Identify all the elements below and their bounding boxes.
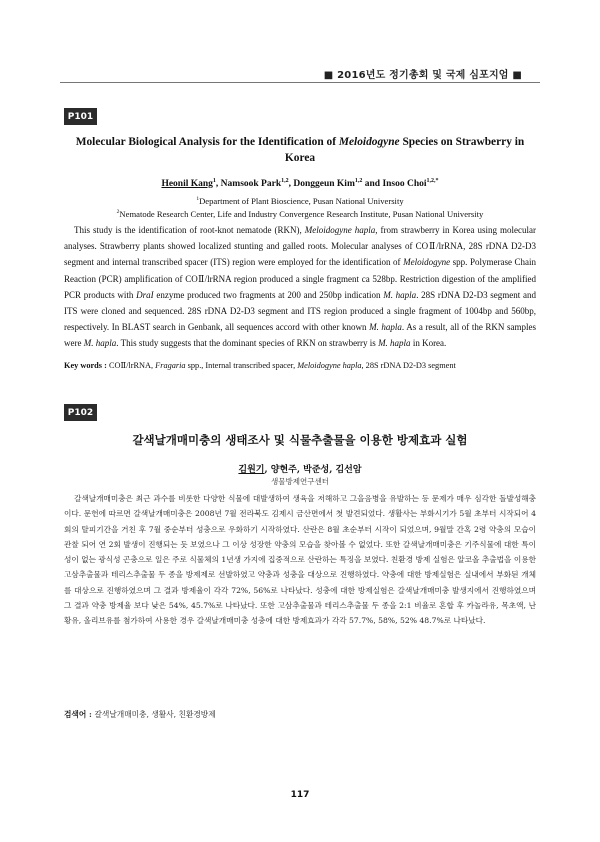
p101-title-post: Species on Strawberry in Korea [284,136,525,164]
p101-affiliations [64,194,536,220]
p101-affiliation-1 [64,194,536,207]
author-affiliation-sup: 1,2,* [426,178,439,184]
author-separator: , [215,179,221,190]
p102-keywords-label: 검색어 : [64,710,95,719]
p102-keywords [64,709,536,720]
author-name: Heonil Kang [161,179,213,190]
p101-keywords-label: Key words : [64,361,109,370]
p101-title-italic: Meloidogyne [338,136,400,148]
author-affiliation-sup: 1,2 [354,178,363,184]
author-name: Donggeun Kim [293,179,355,190]
p102-authors [64,462,536,475]
author-separator: , [288,179,294,190]
affil-text: Department of Plant Bioscience, Pusan National University [199,195,404,206]
p101-abstract-run: M. hapla [383,289,417,300]
p101-abstract-run: M. hapla [378,338,411,349]
p101-keywords-run: Meloidogyne hapla [297,361,362,370]
p101-abstract-run: Meloidogyne [403,257,451,268]
p101-title-pre: Molecular Biological Analysis for the Identification of [75,136,339,148]
p101-keywords-run: COⅡ/lrRNA, [108,361,156,370]
p101-authors [64,178,536,189]
p102-presenting-author: 김원기 [238,465,265,475]
abstract-tag-p102: P102 [64,404,97,421]
p101-keywords-run: Fragaria [155,361,186,370]
affil-text: Nematode Research Center, Life and Industry Convergence Research Institute, Pusan National University [119,208,484,219]
affil-sup: 1 [196,196,200,202]
p101-abstract-run: M. hapla [369,322,402,333]
author-name: Namsook Park [220,179,282,190]
p101-abstract-run: spp. Polymerase Chain Reaction (PCR) amplification of COⅡ/lrRNA region produced a single fragment ca 528bp. Restriction digestion of the amplified PCR products with [64,257,537,300]
p102-affiliation: 생물방제연구센터 [271,477,329,486]
header-rule [60,82,540,83]
affil-sup: 2 [116,208,120,215]
p101-abstract-run: M. hapla [83,338,117,349]
p101-abstract-run: enzyme produced two fragments at 200 and 250bp indication [153,289,384,300]
abstract-tag-p101: P101 [64,108,97,125]
p101-keywords-run: , 28S rDNA D2-D3 segment [361,361,456,370]
page-number: 117 [290,790,310,800]
author-affiliation-sup: 1,2 [281,178,289,184]
p101-keywords-run: spp., Internal transcribed spacer, [185,361,298,370]
p101-abstract [64,222,536,352]
p101-abstract-run: This study is the identification of root-knot nematode (RKN), [74,225,305,235]
p101-affiliation-2 [64,207,536,220]
p101-abstract-run: . 28S rDNA D2-D3 segment and ITS were cloned and sequenced. 28S rDNA D2-D3 segment and ITS region produced a single fragment of 1004bp and 560bp, respectively. In BLAST search in Genbank, all sequences accord with other known [64,289,536,333]
p101-abstract-run: , from strawberry in Korea using molecular analyses. Strawberry plants showed localized stunting and galled roots. Molecular analyses of COⅡ/lrRNA, 28S rDNA D2-D3 segment and internal transcribed spacer (ITS) region were employed for the identification of [64,225,536,268]
author-separator: and [362,179,383,190]
p102-title: 갈색날개매미충의 생태조사 및 식물추출물을 이용한 방제효과 실험 [132,433,468,447]
p101-abstract-run: in Korea. [410,338,447,349]
p101-abstract-run: . As a result, all of the RKN samples were [64,322,536,349]
p101-abstract-run: Meloidogyne hapla [304,225,376,235]
p102-keywords-text: 갈색날개매미충, 생활사, 친환경방제 [94,710,216,719]
running-header: ■ 2016년도 정기총회 및 국제 심포지엄 ■ [323,70,522,81]
author-affiliation-sup: 1 [212,178,216,184]
p101-abstract-run: DraI [136,289,154,300]
p102-abstract: 갈색날개매미충은 최근 과수를 비롯한 다양한 식물에 대발생하여 생육을 저해하고 그을음병을 유발하는 등 문제가 매우 심각한 돌발성해충이다. 문헌에 따르면 갈색날개매미충은 2008년 7월 전라북도 김제시 금산면에서 첫 발견되었다. 생활사는 부화시기가 5월 초부터 시작되어 4회의 탈피기간을 거친 후 7월 중순부터 성충으로 우화하기 시작하였다. 산란은 8월 초순부터 시작이 되었으며, 9월말 간혹 2령 약충의 모습이 관찰 되어 연 2회 발생이 진행되는 듯 보였으나 그 이상 성장한 약충의 모습을 찾아볼 수 없었다. 또한 갈색날개매미충은 기주식물에 대한 특이성이 없는 광식성 곤충으로 일은 주로 식물체의 1년생 가지에 집중적으로 산란하는 특징을 보였다. 친환경 방제 실험은 알코올 추출법을 이용한 고삼추출물과 테리스추출물 두 종을 방제제로 선발하였고 약충과 성충을 대상으로 진행하였다. 약충에 대한 방제실험은 실내에서 부화된 개체를 대상으로 진행하였으며 그 결과 방제율이 각각 72%, 56%로 나타났다. 성충에 대한 방제실험은 갈색날개매미충 발생지에서 진행하였으며 그 결과 약충 방제율 보다 낮은 54%, 45.7%로 나타났다. 또한 고삼추출물과 테리스추출물 두 종을 2:1 비율로 혼합 후 카놀라유, 목초액, 난황유, 올리브유를 첨가하여 사용한 경우 갈색날개매미충 성충에 대한 방제효과가 각각 57.7%, 58%, 52% 48.7%로 나타났다. [64,494,536,626]
author-name: Insoo Choi [382,179,427,190]
p101-title [64,134,536,166]
p102-coauthors: , 양현주, 박준성, 김선암 [264,465,362,475]
p101-abstract-run: . This study suggests that the dominant species of RKN on strawberry is [116,338,379,349]
p101-keywords [64,360,536,370]
